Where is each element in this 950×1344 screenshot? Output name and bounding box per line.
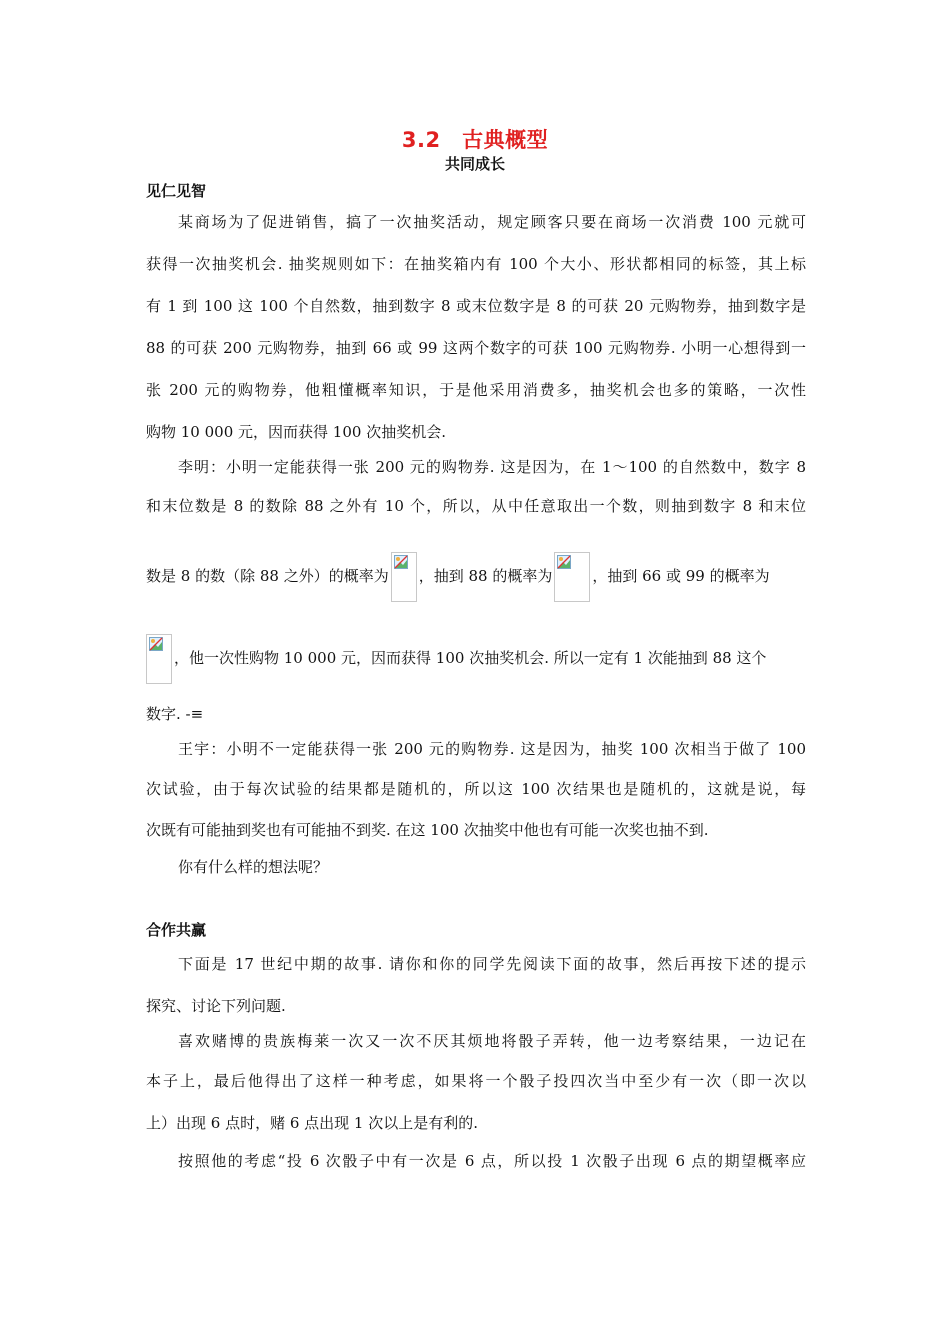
formula-text: ，他一次性购物 10 000 元，因而获得 100 次抽奖机会. 所以一定有 1 次能抽到 88 这个	[174, 649, 767, 667]
paragraph-line: 88 的可获 200 元购物券，抽到 66 或 99 这两个数字的可获 100 元购物券. 小明一心想得到一	[146, 339, 806, 357]
paragraph-line: 喜欢赌博的贵族梅莱一次又一次不厌其烦地将骰子弄转，他一边考察结果，一边记在	[178, 1032, 806, 1050]
paragraph-line: 李明：小明一定能获得一张 200 元的购物券. 这是因为，在 1～100 的自然数中，数字 8	[178, 458, 806, 476]
paragraph-line: 按照他的考虑“投 6 次骰子中有一次是 6 点，所以投 1 次骰子出现 6 点的期望概率应	[178, 1152, 806, 1170]
paragraph-line: 获得一次抽奖机会. 抽奖规则如下：在抽奖箱内有 100 个大小、形状都相同的标签，其上标	[146, 255, 806, 273]
paragraph-line: 某商场为了促进销售，搞了一次抽奖活动，规定顾客只要在商场一次消费 100 元就可	[178, 213, 806, 231]
paragraph-line: 下面是 17 世纪中期的故事. 请你和你的同学先阅读下面的故事，然后再按下述的提示	[178, 955, 806, 973]
paragraph-line: 购物 10 000 元，因而获得 100 次抽奖机会.	[146, 423, 446, 441]
paragraph-line: 张 200 元的购物券，他粗懂概率知识，于是他采用消费多，抽奖机会也多的策略，一次性	[146, 381, 806, 399]
document-title: 3.2 古典概型	[401, 128, 549, 152]
broken-image-icon	[391, 552, 417, 602]
paragraph-line: 探究、讨论下列问题.	[146, 997, 286, 1015]
formula-text: ，抽到 88 的概率为	[418, 567, 553, 585]
paragraph-line: 次既有可能抽到奖也有可能抽不到奖. 在这 100 次抽奖中他也有可能一次奖也抽不到.	[146, 821, 709, 839]
formula-line	[146, 550, 806, 602]
broken-image-icon	[146, 634, 172, 684]
paragraph-line: 王宇：小明不一定能获得一张 200 元的购物券. 这是因为，抽奖 100 次相当于做了 100	[178, 740, 806, 758]
document-subtitle: 共同成长	[444, 155, 505, 173]
paragraph-line: 上）出现 6 点时，赌 6 点出现 1 次以上是有利的.	[146, 1114, 479, 1132]
paragraph-line: 数字. -≡	[146, 705, 204, 723]
paragraph-line: 次试验，由于每次试验的结果都是随机的，所以这 100 次结果也是随机的，这就是说，每	[146, 780, 806, 798]
section-heading-opinions: 见仁见智	[146, 182, 207, 200]
section-heading-cooperation: 合作共赢	[146, 921, 207, 939]
formula-text: 数是 8 的数（除 88 之外）的概率为	[146, 567, 389, 585]
formula-line	[146, 632, 806, 684]
formula-text: ，抽到 66 或 99 的概率为	[592, 567, 770, 585]
broken-image-icon	[554, 552, 590, 602]
paragraph-line: 本子上，最后他得出了这样一种考虑，如果将一个骰子投四次当中至少有一次（即一次以	[146, 1072, 806, 1090]
paragraph-line: 有 1 到 100 这 100 个自然数，抽到数字 8 或末位数字是 8 的可获 20 元购物券，抽到数字是	[146, 297, 806, 315]
paragraph-line: 和末位数是 8 的数除 88 之外有 10 个，所以，从中任意取出一个数，则抽到数字 8 和末位	[146, 497, 806, 515]
paragraph-line: 你有什么样的想法呢？	[178, 858, 329, 876]
